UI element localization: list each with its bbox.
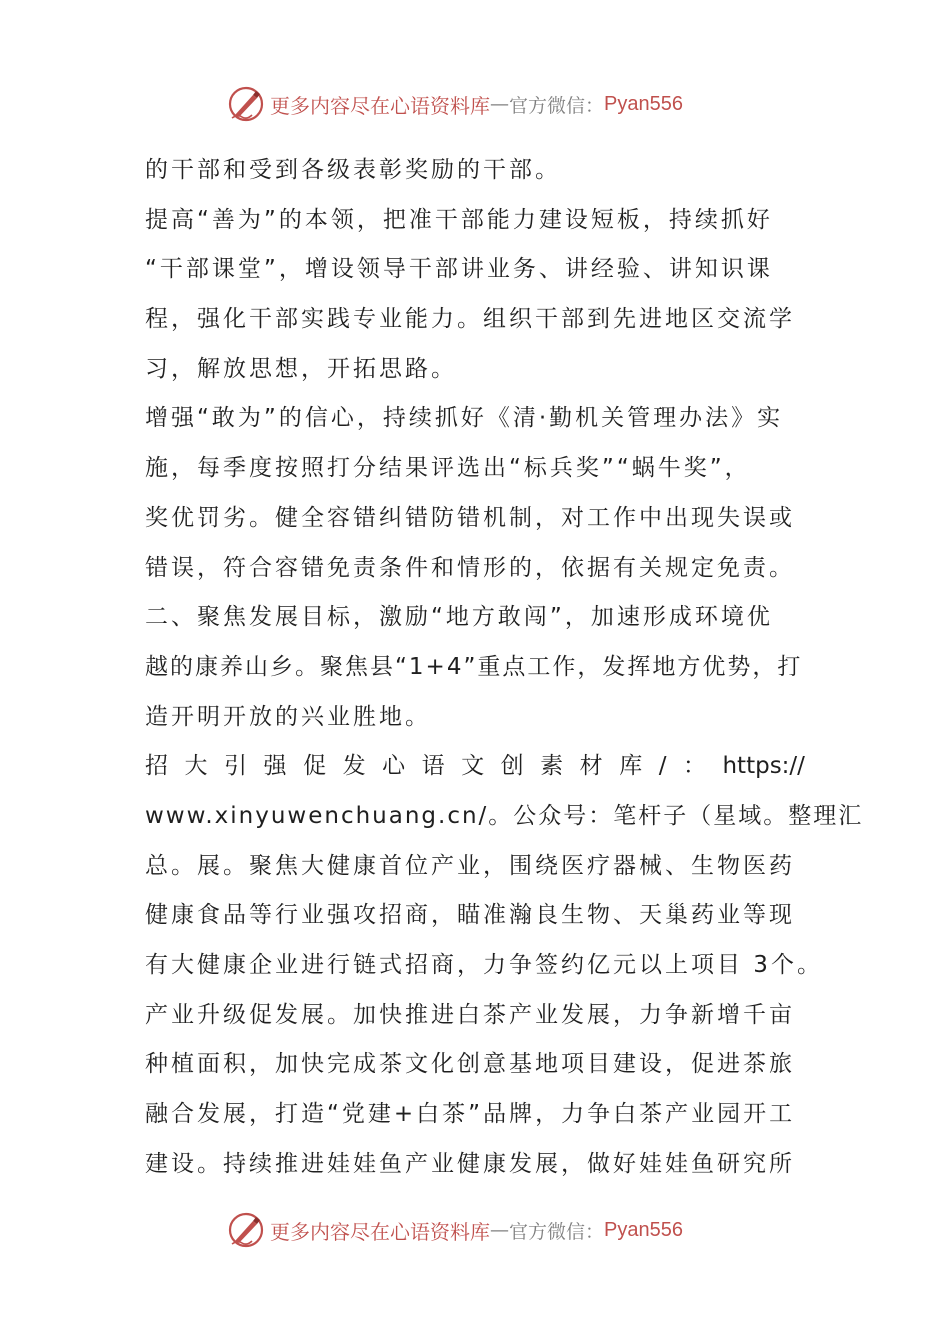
body-line: 错误，符合容错免责条件和情形的，依据有关规定免责。 xyxy=(145,554,795,581)
pen-logo-icon xyxy=(226,1210,266,1250)
body-line: www.xinyuwenchuang.cn/。公众号：笔杆子（星域。整理汇 xyxy=(145,802,864,829)
body-line: 越的康养山乡。聚焦县“1+4”重点工作，发挥地方优势，打 xyxy=(145,653,803,680)
spread-char: 招 xyxy=(145,753,168,780)
spread-justified-line xyxy=(145,742,805,792)
watermark-brand-text: 更多内容尽在心语资料库 xyxy=(270,93,490,118)
spread-char: 心 xyxy=(382,753,406,780)
pen-logo-icon xyxy=(226,84,266,124)
body-line: 习，解放思想，开拓思路。 xyxy=(145,355,457,382)
spread-char: 发 xyxy=(342,753,366,780)
body-line: 程，强化干部实践专业能力。组织干部到先进地区交流学 xyxy=(145,306,795,333)
body-line: 奖优罚劣。健全容错纠错防错机制，对工作中出现失误或 xyxy=(145,504,795,531)
body-line: 融合发展，打造“党建+白茶”品牌，力争白茶产业园开工 xyxy=(145,1101,796,1128)
body-line: 施，每季度按照打分结果评选出“标兵奖”“蜗牛奖”， xyxy=(145,455,751,482)
spread-char: 文 xyxy=(461,753,485,780)
spread-char: 语 xyxy=(421,753,445,780)
document-body xyxy=(145,146,864,1189)
spread-char: 强 xyxy=(263,753,287,780)
body-line: “干部课堂”，增设领导干部讲业务、讲经验、讲知识课 xyxy=(145,256,773,283)
watermark-dash: — xyxy=(490,1219,509,1241)
body-line: 总。展。聚焦大健康首位产业，围绕医疗器械、生物医药 xyxy=(145,852,795,879)
spread-char: / xyxy=(658,753,667,780)
body-line: 增强“敢为”的信心，持续抓好《清·勤机关管理办法》实 xyxy=(145,405,784,432)
watermark-wechat-id: Pyan556 xyxy=(604,92,683,115)
header-watermark xyxy=(226,82,683,126)
watermark-dash: — xyxy=(490,93,509,115)
spread-char: 引 xyxy=(224,753,248,780)
watermark-brand-text: 更多内容尽在心语资料库 xyxy=(270,1219,490,1244)
spread-char: ： xyxy=(682,753,706,780)
footer-watermark xyxy=(226,1208,683,1252)
spread-char: 大 xyxy=(184,753,208,780)
body-line: 健康食品等行业强攻招商，瞄准瀚良生物、天巢药业等现 xyxy=(145,902,795,929)
body-line: 提高“善为”的本领，把准干部能力建设短板，持续抓好 xyxy=(145,206,773,233)
body-line: 造开明开放的兴业胜地。 xyxy=(145,703,431,730)
watermark-wechat-id: Pyan556 xyxy=(604,1218,683,1241)
spread-url-fragment: https:// xyxy=(722,753,805,780)
spread-char: 库 xyxy=(619,753,643,780)
body-line: 产业升级促发展。加快推进白茶产业发展，力争新增千亩 xyxy=(145,1001,795,1028)
spread-char: 促 xyxy=(303,753,327,780)
watermark-official-label: 官方微信： xyxy=(509,94,605,117)
body-line: 建设。持续推进娃娃鱼产业健康发展，做好娃娃鱼研究所 xyxy=(145,1150,795,1177)
body-line: 有大健康企业进行链式招商，力争签约亿元以上项目 3个。 xyxy=(145,952,823,978)
spread-char: 材 xyxy=(579,753,603,780)
body-line: 种植面积，加快完成茶文化创意基地项目建设，促进茶旅 xyxy=(145,1051,795,1078)
spread-char: 素 xyxy=(540,753,564,780)
body-line: 二、聚焦发展目标，激励“地方敢闯”，加速形成环境优 xyxy=(145,604,773,631)
watermark-official-label: 官方微信： xyxy=(509,1220,605,1243)
spread-char: 创 xyxy=(500,753,524,780)
body-line: 的干部和受到各级表彰奖励的干部。 xyxy=(145,157,561,183)
